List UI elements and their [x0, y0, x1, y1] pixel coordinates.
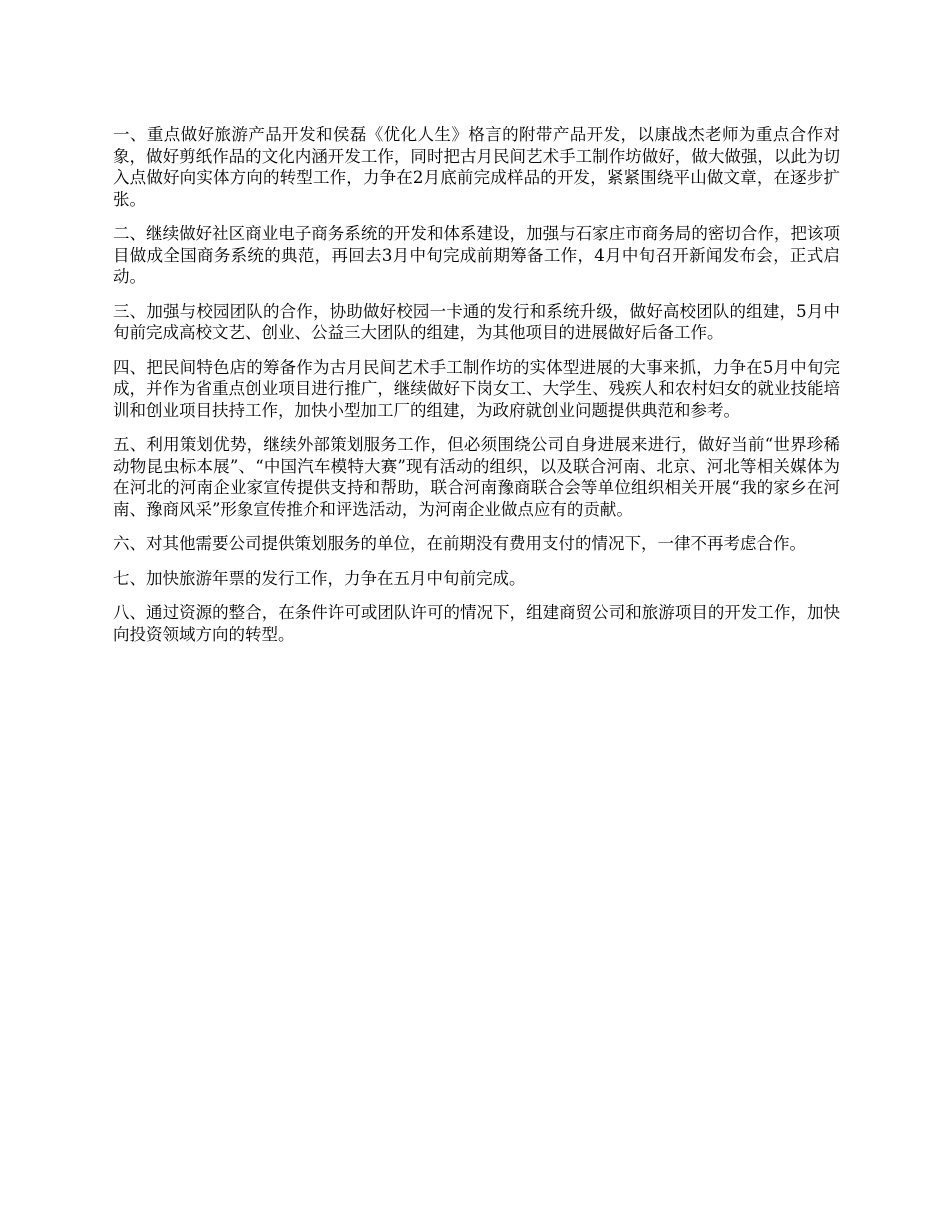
- paragraph-3: 三、加强与校园团队的合作，协助做好校园一卡通的发行和系统升级，做好高校团队的组建，5月中旬前完成高校文艺、创业、公益三大团队的组建，为其他项目的进展做好后备工作。: [113, 301, 840, 342]
- paragraph-7: 七、加快旅游年票的发行工作，力争在五月中旬前完成。: [113, 568, 526, 588]
- paragraph-8: 八、通过资源的整合，在条件许可或团队许可的情况下，组建商贸公司和旅游项目的开发工作，加快向投资领域方向的转型。: [113, 603, 840, 644]
- paragraph-1: 一、重点做好旅游产品开发和侯磊《优化人生》格言的附带产品开发，以康战杰老师为重点合作对象，做好剪纸作品的文化内涵开发工作，同时把古月民间艺术手工制作坊做好，做大做强，以此为切入点做好向实体方向的转型工作，力争在2月底前完成样品的开发，紧紧围绕平山做文章，在逐步扩张。: [113, 125, 840, 209]
- paragraph-5: 五、利用策划优势，继续外部策划服务工作，但必须围绕公司自身进展来进行，做好当前“世界珍稀动物昆虫标本展”、“中国汽车模特大赛”现有活动的组织，以及联合河南、北京、河北等相关媒体为在河北的河南企业家宣传提供支持和帮助，联合河南豫商联合会等单位组织相关开展“我的家乡在河南、豫商风采”形象宣传推介和评选活动，为河南企业做点应有的贡献。: [113, 435, 840, 519]
- document-body: [113, 124, 840, 658]
- paragraph-4: 四、把民间特色店的筹备作为古月民间艺术手工制作坊的实体型进展的大事来抓，力争在5月中旬完成，并作为省重点创业项目进行推广，继续做好下岗女工、大学生、残疾人和农村妇女的就业技能培训和创业项目扶持工作，加快小型加工厂的组建，为政府就创业问题提供典范和参考。: [113, 357, 840, 420]
- paragraph-2: 二、继续做好社区商业电子商务系统的开发和体系建设，加强与石家庄市商务局的密切合作，把该项目做成全国商务系统的典范，再回去3月中旬完成前期筹备工作，4月中旬召开新闻发布会，正式启动。: [113, 224, 840, 286]
- paragraph-6: 六、对其他需要公司提供策划服务的单位，在前期没有费用支付的情况下，一律不再考虑合作。: [113, 534, 806, 553]
